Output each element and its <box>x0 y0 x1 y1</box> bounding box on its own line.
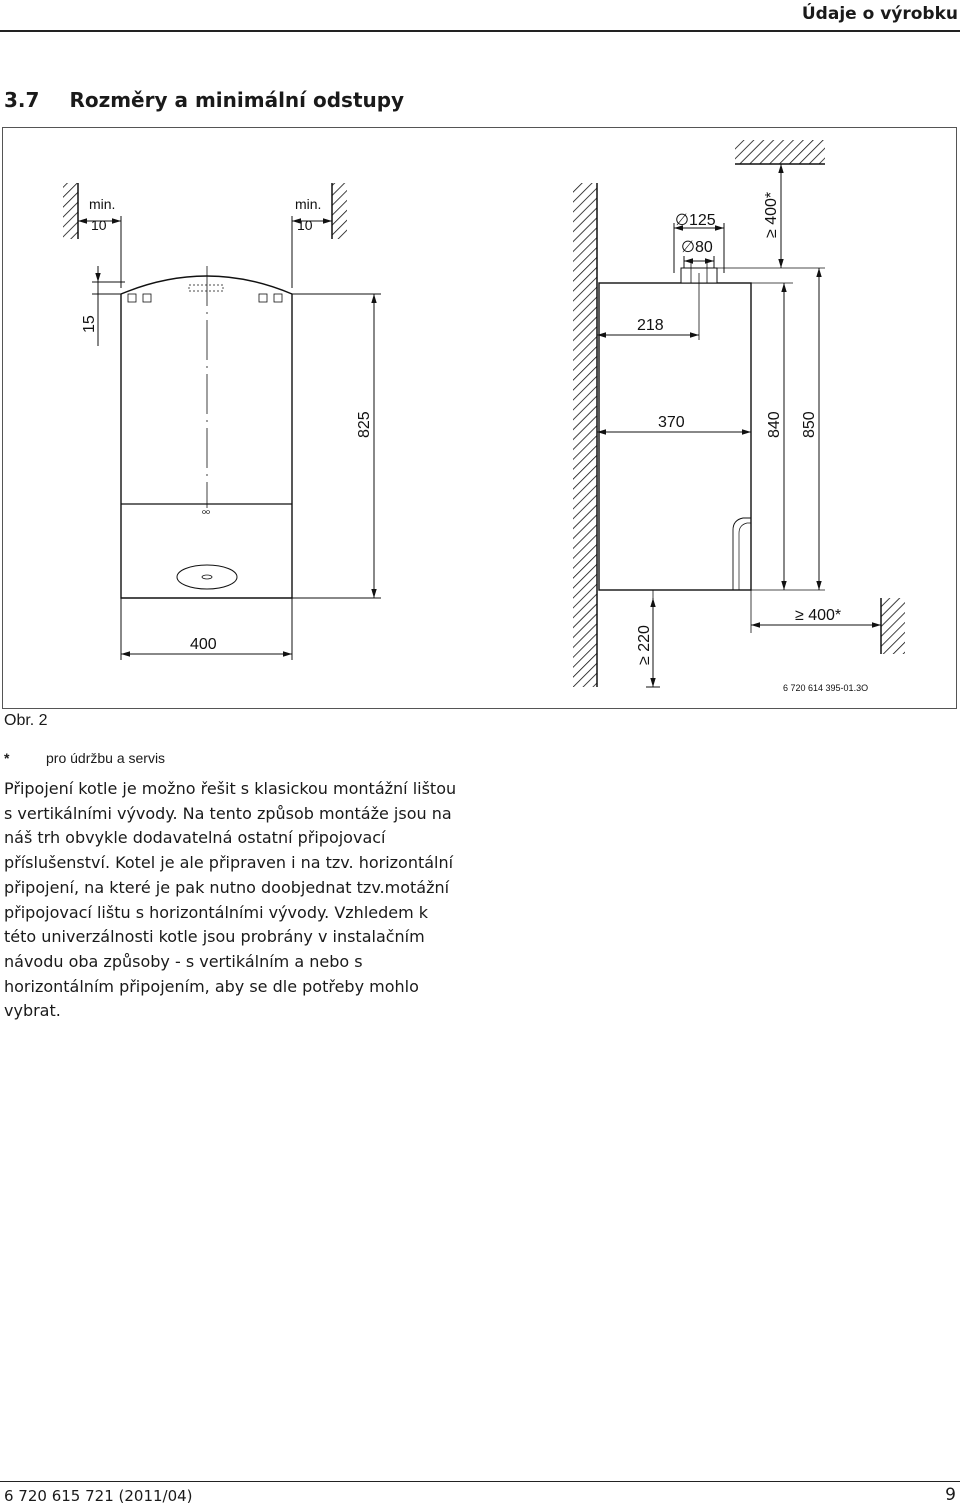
body-line: Připojení kotle je možno řešit s klasickou montážní lištou <box>4 779 457 798</box>
dimension-figure <box>2 127 957 709</box>
body-line: připojovací lištu s horizontálními vývody. Vzhledem k <box>4 902 429 922</box>
footnote <box>4 750 165 766</box>
body-line: této univerzálnosti kotle jsou probrány v instalačním <box>4 927 425 947</box>
section-number: 3.7 <box>4 88 40 112</box>
top-clearance-label: ≥ 400* <box>763 191 780 238</box>
footnote-symbol: * <box>4 750 10 766</box>
body-line: příslušenství. Kotel je ale připraven i na tzv. horizontální <box>4 853 454 873</box>
side-view <box>573 140 905 693</box>
section-title-text: Rozměry a minimální odstupy <box>69 88 405 112</box>
right-wall-hatch <box>332 183 347 239</box>
depth-label: 370 <box>658 414 685 431</box>
height-inner-label: 840 <box>766 411 783 438</box>
body-line: návodu oba způsoby - s vertikálním a nebo s <box>4 951 363 971</box>
width-label: 400 <box>190 636 217 653</box>
front-view <box>63 183 381 660</box>
body-paragraph <box>4 777 474 1024</box>
figure-caption: Obr. 2 <box>4 712 48 729</box>
ceiling-hatch <box>735 140 825 164</box>
boiler-front-body <box>121 276 292 598</box>
bottom-clearance-label: ≥ 220 <box>636 625 653 665</box>
body-line: připojení, na které je pak nutno doobjednat tzv.motážní <box>4 877 450 897</box>
header-rule <box>0 30 960 32</box>
footer-rule <box>0 1481 960 1482</box>
top-gap-label: 15 <box>81 315 98 333</box>
figure-reference: 6 720 614 395-01.3O <box>783 683 869 693</box>
rear-wall-hatch <box>573 183 597 687</box>
body-line: s vertikálními vývody. Na tento způsob montáže jsou na <box>4 803 452 823</box>
boiler-side-body <box>599 283 751 590</box>
body-line: horizontálním připojením, aby se dle potřeby mohlo <box>4 976 419 996</box>
min-left-label: min. <box>89 196 116 212</box>
page-number: 9 <box>945 1485 956 1505</box>
front-clearance-label: ≥ 400* <box>795 607 842 624</box>
min-right-value: 10 <box>297 217 313 233</box>
left-wall-hatch <box>63 183 78 239</box>
section-title <box>4 88 404 112</box>
height-total-label: 850 <box>801 411 818 438</box>
footnote-text: pro údržbu a servis <box>46 750 166 766</box>
min-left-value: 10 <box>91 217 107 233</box>
min-right-label: min. <box>295 196 322 212</box>
body-line: vybrat. <box>4 1001 61 1021</box>
height-label: 825 <box>356 411 373 438</box>
front-wall-hatch <box>881 598 905 654</box>
chapter-heading: Údaje o výrobku <box>801 4 958 24</box>
document-number: 6 720 615 721 (2011/04) <box>4 1487 193 1505</box>
flue-offset-label: 218 <box>637 317 664 334</box>
flue-inner-label: ∅80 <box>681 239 713 256</box>
dimension-drawing <box>3 128 958 710</box>
flue-outer-label: ∅125 <box>675 212 716 229</box>
body-line: náš trh obvykle dodavatelná ostatní připojovací <box>4 828 386 848</box>
